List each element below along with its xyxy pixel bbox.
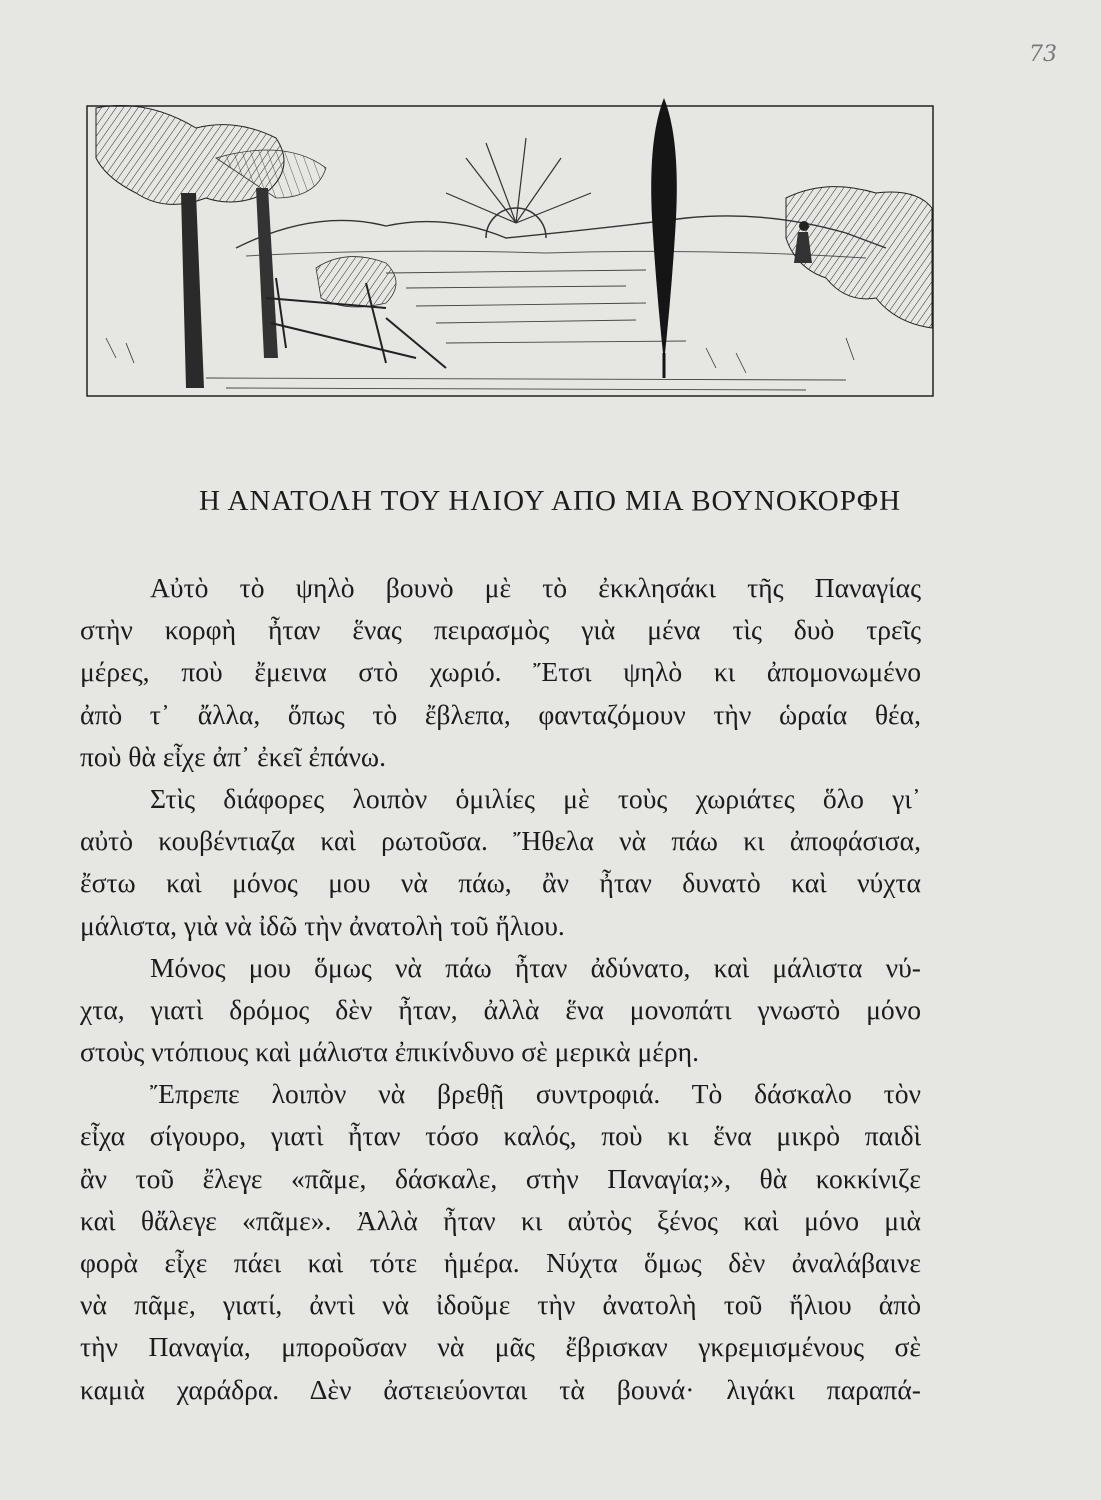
text-line: μέρες, ποὺ ἔμεινα στὸ χωριό. Ἔτσι ψηλὸ κι ἀπομονωμένο: [80, 656, 921, 688]
paragraph-3: [80, 947, 921, 1074]
text-line: αὐτὸ κουβέντιαζα καὶ ρωτοῦσα. Ἤθελα νὰ πάω κι ἀποφάσισα,: [80, 825, 921, 857]
text-line: στὴν κορφὴ ἦταν ἕνας πειρασμὸς γιὰ μένα τὶς δυὸ τρεῖς: [80, 614, 921, 646]
text-line: καὶ θἄλεγε «πᾶμε». Ἀλλὰ ἦταν κι αὐτὸς ξένος καὶ μόνο μιὰ: [80, 1204, 921, 1236]
text-line: ἔστω καὶ μόνος μου νὰ πάω, ἂν ἦταν δυνατὸ καὶ νύχτα: [80, 867, 921, 899]
paragraph-2: [80, 778, 921, 947]
landscape-engraving: [86, 98, 934, 398]
paragraph-4: [80, 1073, 921, 1411]
text-line: φορὰ εἶχε πάει καὶ τότε ἡμέρα. Νύχτα ὅμως δὲν ἀναλάβαινε: [80, 1247, 921, 1278]
text-line: Ἔπρεπε λοιπὸν νὰ βρεθῇ συντροφιά. Τὸ δάσκαλο τὸν: [150, 1078, 921, 1110]
left-trees: [96, 106, 326, 389]
sun-rays: [446, 138, 591, 223]
text-line: ποὺ θὰ εἶχε ἀπ᾽ ἐκεῖ ἐπάνω.: [80, 740, 386, 772]
text-line: νὰ πᾶμε, γιατί, ἀντὶ νὰ ἰδοῦμε τὴν ἀνατολὴ τοῦ ἥλιου ἀπὸ: [80, 1289, 921, 1321]
text-line: Αὐτὸ τὸ ψηλὸ βουνὸ μὲ τὸ ἐκκλησάκι τῆς Παναγίας: [150, 572, 921, 603]
page-number: 73: [1029, 42, 1057, 67]
text-line: χτα, γιατὶ δρόμος δὲν ἦταν, ἀλλὰ ἕνα μονοπάτι γνωστὸ μόνο: [80, 993, 921, 1025]
right-trees: [786, 187, 932, 328]
chapter-title: Η ΑΝΑΤΟΛΗ ΤΟΥ ΗΛΙΟΥ ΑΠΟ ΜΙΑ ΒΟΥΝΟΚΟΡΦΗ: [198, 485, 902, 517]
text-line: καμιὰ χαράδρα. Δὲν ἀστειεύονται τὰ βουνά· λιγάκι παραπά-: [80, 1373, 921, 1405]
text-line: ἀπὸ τ᾽ ἄλλα, ὅπως τὸ ἔβλεπα, φανταζόμουν τὴν ὡραία θέα,: [80, 698, 921, 730]
paragraph-1: [80, 567, 921, 778]
text-line: ἂν τοῦ ἔλεγε «πᾶμε, δάσκαλε, στὴν Παναγία;», θὰ κοκκίνιζε: [80, 1162, 921, 1194]
text-line: τὴν Παναγία, μποροῦσαν νὰ μᾶς ἔβρισκαν γκρεμισμένους σὲ: [80, 1331, 921, 1363]
body-text: [80, 567, 921, 1411]
text-line: εἶχα σίγουρο, γιατὶ ἦταν τόσο καλός, ποὺ κι ἕνα μικρὸ παιδὶ: [80, 1120, 921, 1152]
text-line: Στὶς διάφορες λοιπὸν ὁμιλίες μὲ τοὺς χωριάτες ὅλο γι᾽: [150, 782, 921, 814]
text-line: Μόνος μου ὅμως νὰ πάω ἦταν ἀδύνατο, καὶ μάλιστα νύ-: [150, 951, 921, 983]
text-line: στοὺς ντόπιους καὶ μάλιστα ἐπικίνδυνο σὲ μερικὰ μέρη.: [80, 1036, 699, 1068]
sunrise-illustration: [86, 98, 934, 398]
cypress-tree: [651, 98, 677, 363]
text-line: μάλιστα, γιὰ νὰ ἰδῶ τὴν ἀνατολὴ τοῦ ἥλιου.: [80, 909, 565, 941]
